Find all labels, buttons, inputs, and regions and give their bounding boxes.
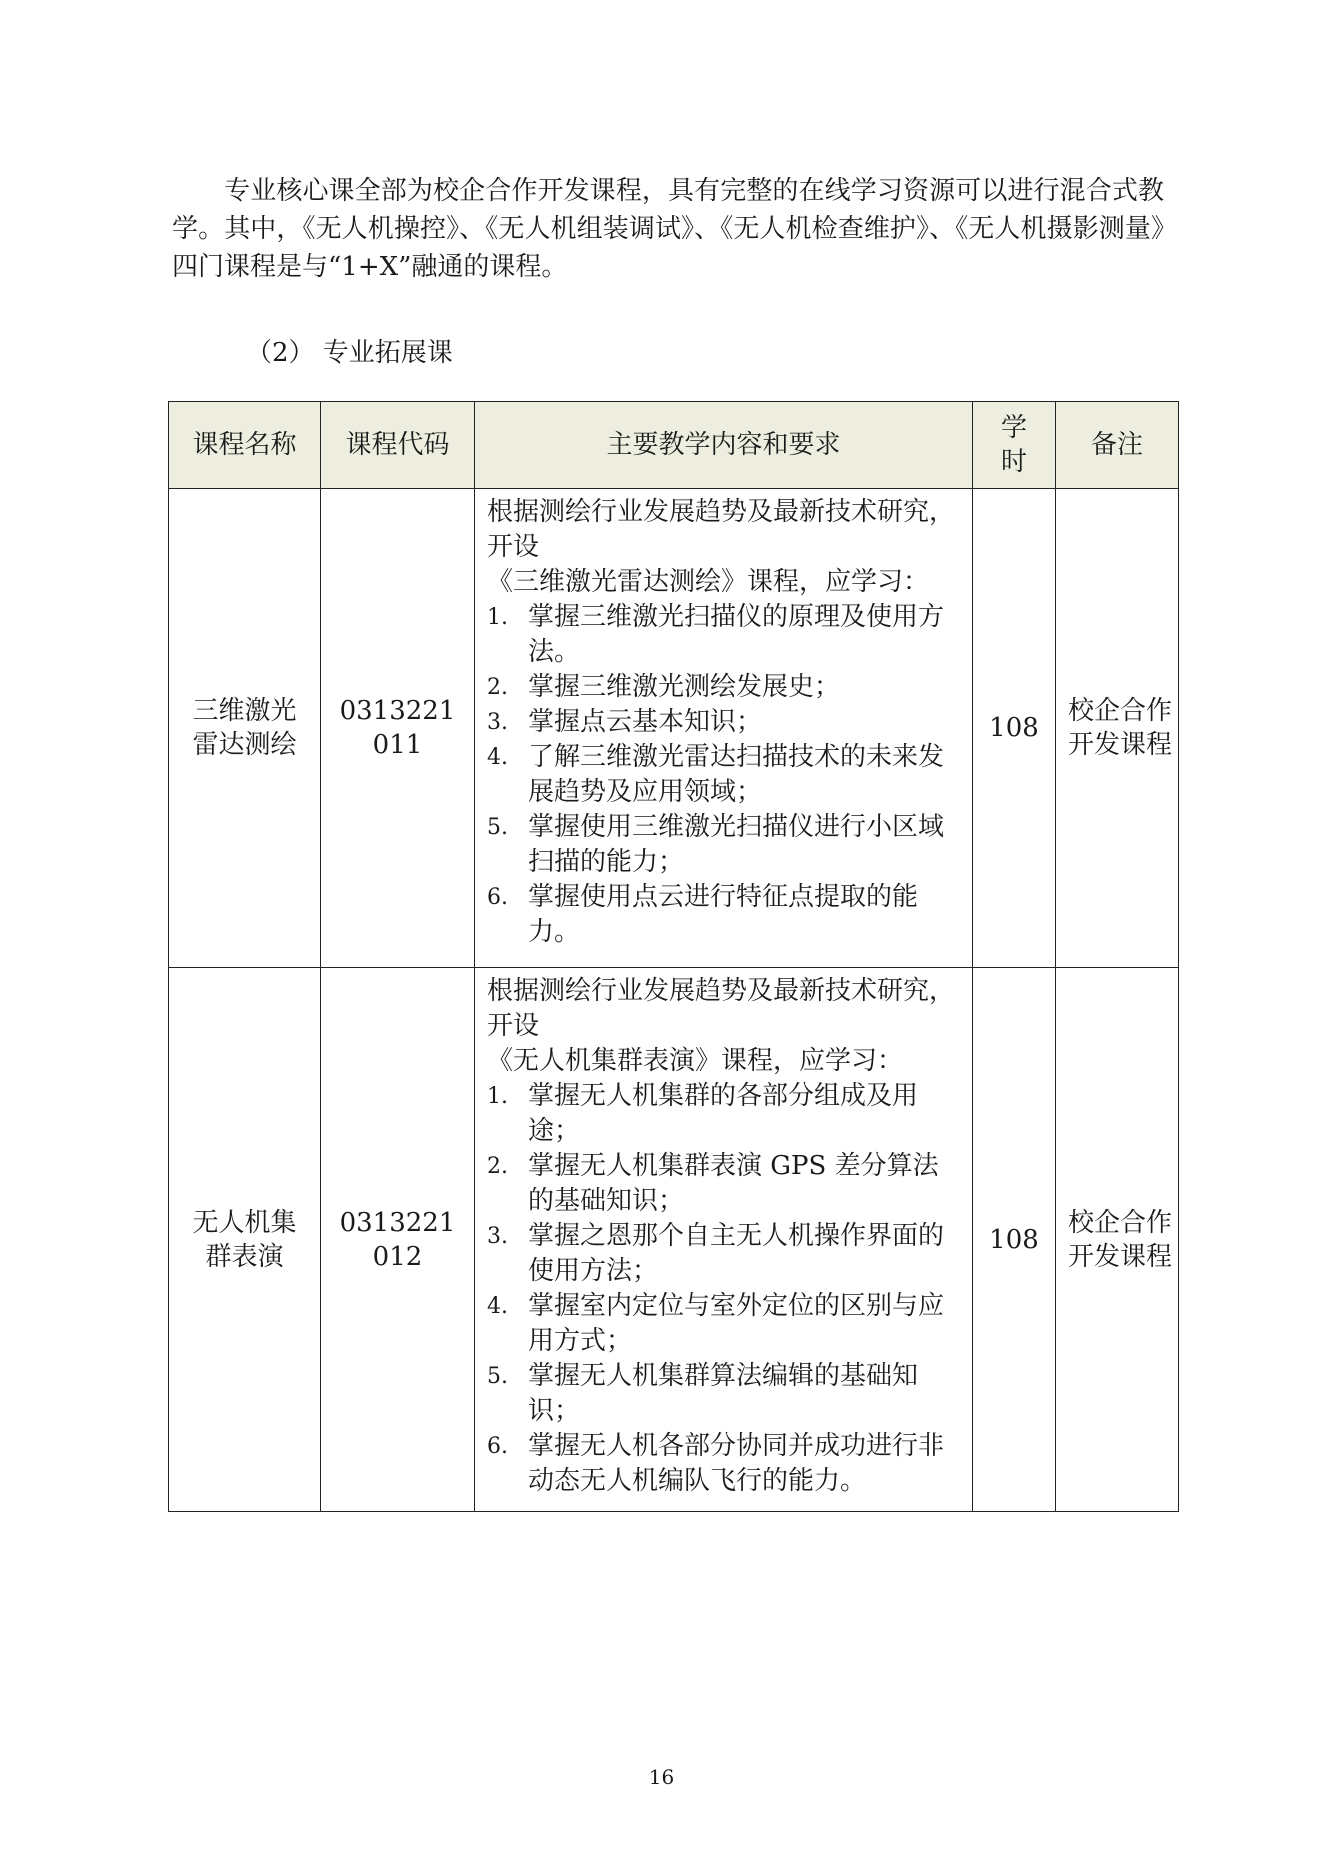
list-item bbox=[487, 810, 960, 880]
list-item-text: 掌握无人机各部分协同并成功进行非动态无人机编队飞行的能力。 bbox=[528, 1431, 945, 1496]
course-hours: 108 bbox=[973, 968, 1056, 1512]
table-row bbox=[169, 968, 1179, 1512]
list-item-number: 3. bbox=[487, 1224, 508, 1249]
list-item-number: 1. bbox=[487, 605, 508, 630]
list-item-text: 掌握无人机集群表演 GPS 差分算法的基础知识； bbox=[528, 1151, 939, 1216]
list-item-number: 2. bbox=[487, 675, 508, 700]
course-code: 0313221011 bbox=[321, 489, 475, 968]
list-item-text: 掌握无人机集群的各部分组成及用途； bbox=[528, 1081, 919, 1146]
list-item-number: 4. bbox=[487, 745, 508, 770]
list-item bbox=[487, 1429, 960, 1499]
header-course-code: 课程代码 bbox=[321, 402, 475, 489]
header-content: 主要教学内容和要求 bbox=[475, 402, 973, 489]
list-item-text: 掌握室内定位与室外定位的区别与应用方式； bbox=[528, 1291, 945, 1356]
list-item-number: 1. bbox=[487, 1084, 508, 1109]
list-item bbox=[487, 740, 960, 810]
course-name: 无人机集群表演 bbox=[169, 968, 321, 1512]
content-intro: 根据测绘行业发展趋势及最新技术研究，开设 bbox=[487, 497, 956, 562]
list-item-text: 掌握点云基本知识； bbox=[528, 707, 763, 737]
list-item-text: 掌握无人机集群算法编辑的基础知识； bbox=[528, 1361, 919, 1426]
intro-paragraph bbox=[172, 172, 1164, 286]
list-item bbox=[487, 1359, 960, 1429]
header-course-name: 课程名称 bbox=[169, 402, 321, 489]
content-course-line: 《三维激光雷达测绘》课程，应学习： bbox=[487, 567, 930, 597]
list-item-number: 6. bbox=[487, 885, 508, 910]
list-item-text: 掌握三维激光扫描仪的原理及使用方法。 bbox=[528, 602, 945, 667]
list-item-text: 掌握使用三维激光扫描仪进行小区域扫描的能力； bbox=[528, 812, 945, 877]
list-item-number: 5. bbox=[487, 1364, 508, 1389]
course-table bbox=[168, 401, 1179, 1512]
list-item-number: 6. bbox=[487, 1434, 508, 1459]
content-intro: 根据测绘行业发展趋势及最新技术研究，开设 bbox=[487, 976, 956, 1041]
section-heading: （2） 专业拓展课 bbox=[246, 338, 453, 368]
list-item-text: 掌握三维激光测绘发展史； bbox=[528, 672, 841, 702]
list-item-number: 5. bbox=[487, 815, 508, 840]
list-item-number: 4. bbox=[487, 1294, 508, 1319]
course-hours: 108 bbox=[973, 489, 1056, 968]
course-note: 校企合作开发课程 bbox=[1056, 968, 1179, 1512]
list-item bbox=[487, 705, 960, 740]
course-content bbox=[475, 968, 973, 1512]
list-item bbox=[487, 1219, 960, 1289]
content-course-line: 《无人机集群表演》课程，应学习： bbox=[487, 1046, 904, 1076]
header-hours: 学时 bbox=[973, 402, 1056, 489]
course-code: 0313221012 bbox=[321, 968, 475, 1512]
course-note: 校企合作开发课程 bbox=[1056, 489, 1179, 968]
list-item bbox=[487, 880, 960, 950]
course-content bbox=[475, 489, 973, 968]
list-item bbox=[487, 1149, 960, 1219]
table-row bbox=[169, 489, 1179, 968]
list-item-text: 掌握之恩那个自主无人机操作界面的使用方法； bbox=[528, 1221, 945, 1286]
page-number: 16 bbox=[648, 1765, 675, 1789]
requirement-list bbox=[487, 600, 960, 950]
table-header-row bbox=[169, 402, 1179, 489]
list-item-text: 掌握使用点云进行特征点提取的能力。 bbox=[528, 882, 919, 947]
list-item bbox=[487, 1079, 960, 1149]
list-item bbox=[487, 670, 960, 705]
list-item bbox=[487, 600, 960, 670]
list-item-text: 了解三维激光雷达扫描技术的未来发展趋势及应用领域； bbox=[528, 742, 945, 807]
list-item bbox=[487, 1289, 960, 1359]
course-name: 三维激光雷达测绘 bbox=[169, 489, 321, 968]
list-item-number: 2. bbox=[487, 1154, 508, 1179]
requirement-list bbox=[487, 1079, 960, 1499]
intro-text: 专业核心课全部为校企合作开发课程，具有完整的在线学习资源可以进行混合式教学。其中，《无人机操控》、《无人机组装调试》、《无人机检查维护》、《无人机摄影测量》四门课程是与“1+X”融通的课程。 bbox=[172, 176, 1164, 282]
list-item-number: 3. bbox=[487, 710, 508, 735]
header-note: 备注 bbox=[1056, 402, 1179, 489]
